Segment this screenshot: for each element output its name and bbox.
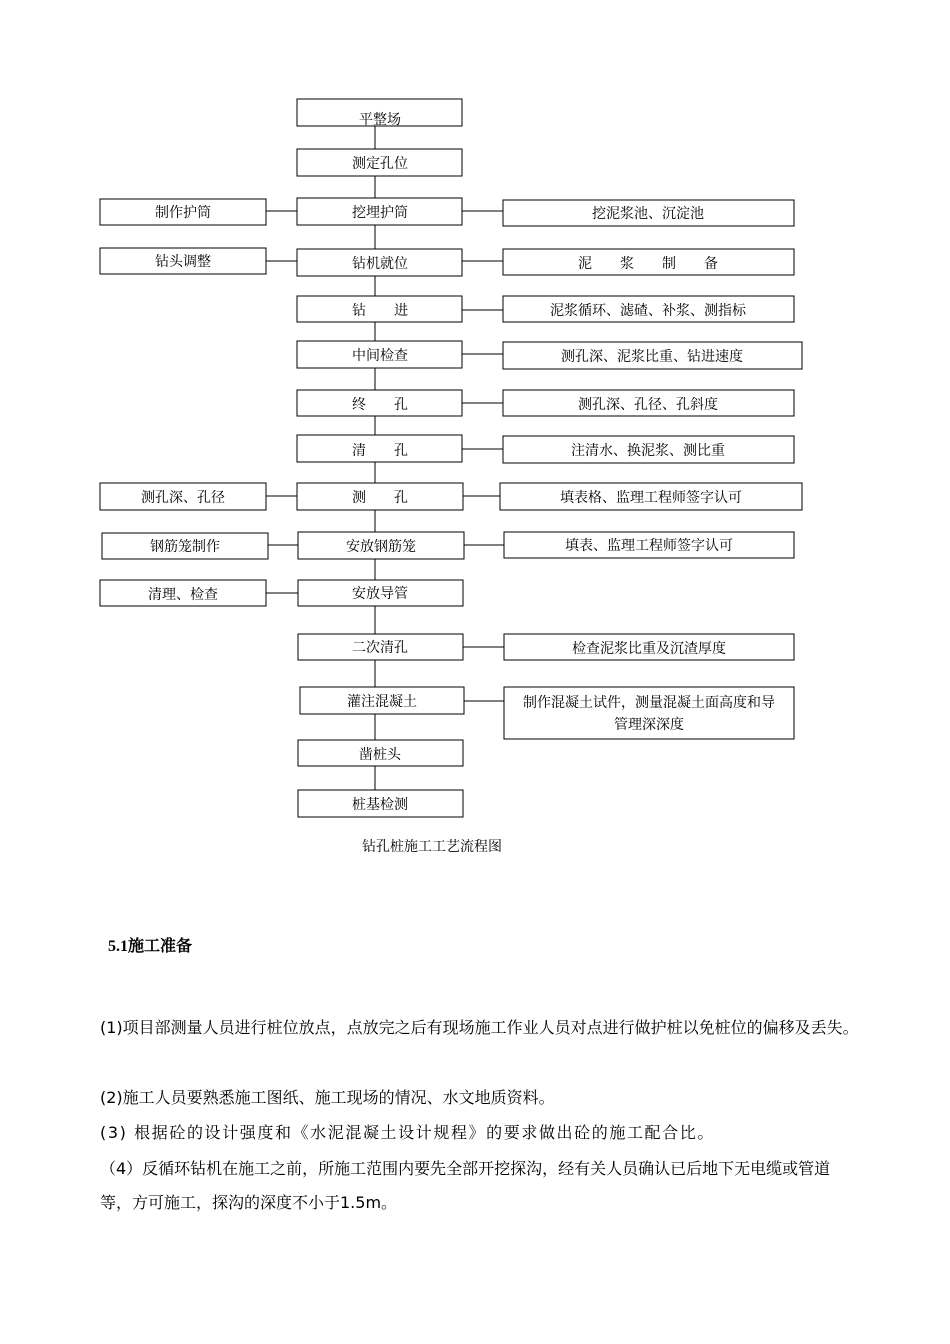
flow-step-13 [300,687,464,714]
svg-text:测孔深、孔径: 测孔深、孔径 [141,490,225,506]
svg-text:测 孔: 测 孔 [352,490,408,506]
svg-text:终 孔: 终 孔 [352,397,408,413]
flowchart-caption: 钻孔桩施工工艺流程图 [362,839,502,855]
svg-text:测孔深、孔径、孔斜度: 测孔深、孔径、孔斜度 [578,397,718,413]
paragraph-1: (1)项目部测量人员进行桩位放点，点放完之后有现场施工作业人员对点进行做护桩以免桩位的偏移及丢失。 [100,1018,859,1037]
flow-step-5 [297,296,462,322]
svg-text:泥浆循环、滤碴、补浆、测指标: 泥浆循环、滤碴、补浆、测指标 [550,303,746,319]
svg-text:钢筋笼制作: 钢筋笼制作 [150,539,220,555]
right-note-1 [503,200,794,226]
svg-text:挖泥浆池、沉淀池: 挖泥浆池、沉淀池 [592,206,704,222]
svg-text:桩基检测: 桩基检测 [352,797,408,813]
left-note-5 [100,580,266,606]
svg-text:钻 进: 钻 进 [352,303,408,319]
svg-text:测孔深、泥浆比重、钻进速度: 测孔深、泥浆比重、钻进速度 [561,349,743,365]
svg-text:测定孔位: 测定孔位 [352,156,408,172]
right-note-6 [503,436,794,463]
flow-step-9 [297,483,463,510]
svg-text:安放钢筋笼: 安放钢筋笼 [346,539,416,555]
flow-step-14 [298,740,463,766]
right-note-2 [503,249,794,275]
paragraph-3: (3) 根据砼的设计强度和《水泥混凝土设计规程》的要求做出砼的施工配合比。 [100,1123,715,1142]
svg-text:检查泥浆比重及沉渣厚度: 检查泥浆比重及沉渣厚度 [572,641,726,657]
left-note-3 [100,483,266,510]
flow-step-7 [297,390,462,416]
flow-step-6 [297,341,462,368]
svg-text:注清水、换泥浆、测比重: 注清水、换泥浆、测比重 [571,443,725,459]
svg-text:凿桩头: 凿桩头 [359,747,401,763]
section-heading: 5.1施工准备 [108,938,193,955]
svg-text:管理深深度: 管理深深度 [614,717,684,733]
right-note-3 [503,296,794,322]
flow-step-12 [298,634,463,660]
svg-text:灌注混凝土: 灌注混凝土 [347,694,417,710]
paragraph-4: （4）反循环钻机在施工之前，所施工范围内要先全部开挖探沟，经有关人员确认已后地下无电缆或管道等，方可施工，探沟的深度不小于1.5m。 [100,1159,831,1212]
right-note-5 [503,390,794,416]
right-note-9 [504,634,794,660]
paragraph-2: (2)施工人员要熟悉施工图纸、施工现场的情况、水文地质资料。 [100,1088,555,1107]
left-note-2 [100,248,266,274]
svg-text:制作混凝土试件，测量混凝土面高度和导: 制作混凝土试件，测量混凝土面高度和导 [523,695,775,711]
svg-text:泥 浆 制 备: 泥 浆 制 备 [578,256,718,272]
right-note-7 [500,483,802,510]
left-note-4 [102,533,268,559]
flow-step-4 [297,249,462,276]
svg-text:清理、检查: 清理、检查 [148,587,218,603]
flow-step-8 [297,435,462,462]
svg-text:填表、监理工程师签字认可: 填表、监理工程师签字认可 [565,538,733,554]
flow-step-3 [297,198,462,225]
svg-text:中间检查: 中间检查 [352,348,408,364]
flow-step-1 [297,99,462,128]
flow-step-11 [298,580,463,606]
svg-text:制作护筒: 制作护筒 [155,205,211,221]
svg-text:填表格、监理工程师签字认可: 填表格、监理工程师签字认可 [560,490,742,506]
svg-text:二次清孔: 二次清孔 [352,640,408,656]
flow-step-15 [298,790,463,817]
svg-text:挖埋护筒: 挖埋护筒 [352,205,408,221]
svg-text:钻头调整: 钻头调整 [155,254,211,270]
flow-step-2 [297,149,462,176]
left-note-1 [100,199,266,225]
svg-text:钻机就位: 钻机就位 [352,256,408,272]
svg-text:安放导管: 安放导管 [352,586,408,602]
right-note-4 [503,342,802,369]
right-note-8 [504,532,794,558]
svg-text:清 孔: 清 孔 [352,443,408,459]
flow-step-10 [298,532,464,559]
svg-text:平整场: 平整场 [359,112,401,128]
right-note-10 [504,687,794,739]
